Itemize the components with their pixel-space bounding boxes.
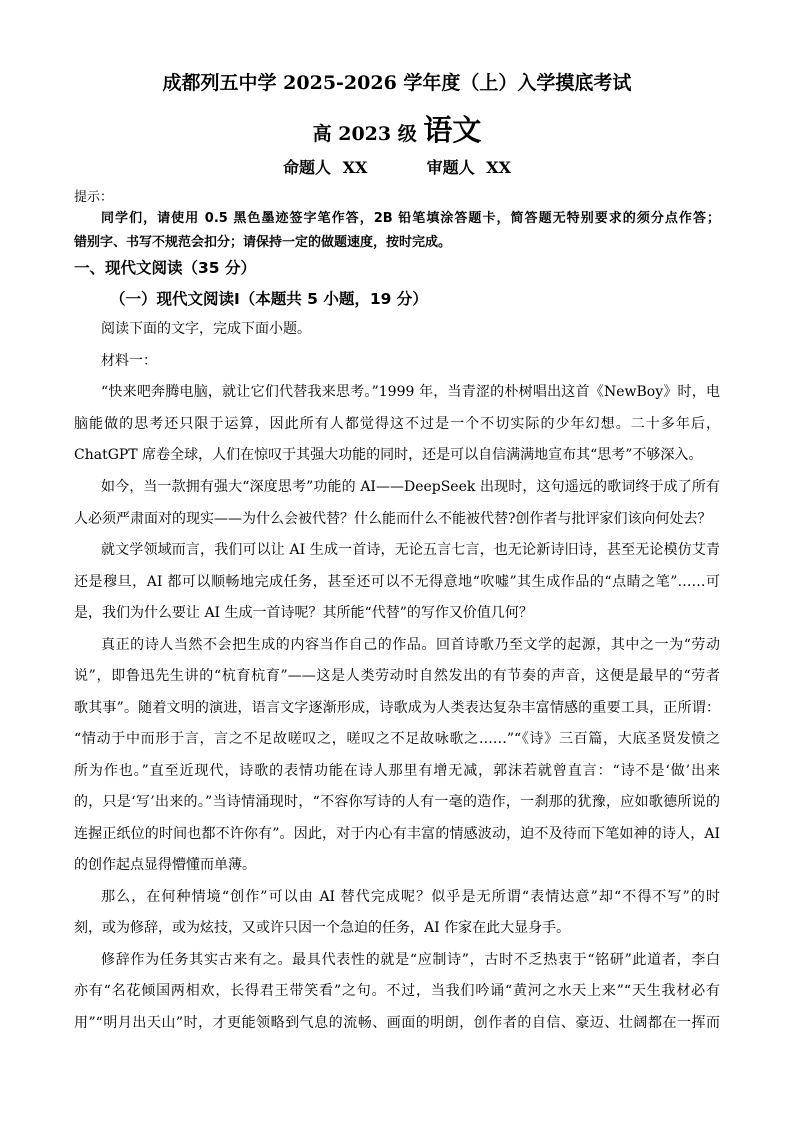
paragraph-line: 的创作起点显得懵懂而单薄。	[74, 857, 256, 873]
material-label: 材料一：	[101, 353, 157, 369]
exam-subtitle	[0, 108, 794, 149]
paragraph-line: “情动于中而形于言，言之不足故嗟叹之，嗟叹之不足故咏歌之……”“《诗》三百篇，大底圣贤发愤之	[74, 731, 720, 747]
paragraph-line: 刻，或为修辞，或为炫技，又或许只因一个急迫的任务，AI 作家在此大显身手。	[74, 920, 571, 936]
subject-label: 语文	[423, 113, 482, 147]
paragraph-line: 真正的诗人当然不会把生成的内容当作自己的作品。回首诗歌乃至文学的起源，其中之一为“劳动	[101, 637, 720, 653]
paragraph-line: 就文学领域而言，我们可以让 AI 生成一首诗，无论五言七言，也无论新诗旧诗，甚至无论模仿艾青	[101, 542, 720, 558]
paragraph-line: 那么，在何种情境“创作”可以由 AI 替代完成呢？似乎是无所谓“表情达意”却“不得不写”的时	[101, 889, 720, 905]
paragraph-line: 人必须严肃面对的现实——为什么会被代替？什么能而什么不能被代替?创作者与批评家们该向何处去？	[74, 511, 712, 527]
proposer-label: 命题人 XX	[283, 158, 368, 177]
paragraph-line: 还是穆旦，AI 都可以顺畅地完成任务，甚至还可以不无得意地“吹嘘”其生成作品的“点睛之笔”……可	[74, 574, 720, 590]
subsection-heading: （一）现代文阅读Ⅰ（本题共 5 小题，19 分）	[110, 290, 428, 308]
paragraph-line: 亦有“名花倾国两相欢，长得君王带笑看”之句。不过，当我们吟诵“黄河之水天上来”“天生我材必有	[74, 983, 720, 999]
reviewer-label: 审题人 XX	[426, 158, 511, 177]
paragraph-line: 所为作也。”直至近现代，诗歌的表情功能在诗人那里有增无减，郭沫若就曾直言：“诗不是‘做’出来	[74, 763, 720, 779]
paragraph-line: 脑能做的思考还只限于运算，因此所有人都觉得这不过是一个不切实际的少年幻想。二十多年后，	[74, 416, 720, 432]
tips-line: 错别字、书写不规范会扣分；请保持一定的做题速度，按时完成。	[74, 235, 452, 250]
paragraph-line: ChatGPT 席卷全球，人们在惊叹于其强大功能的同时，还是可以自信满满地宣布其“思考”不够深入。	[74, 447, 703, 463]
tips-line: 同学们，请使用 0.5 黑色墨迹签字笔作答，2B 铅笔填涂答题卡，简答题无特别要求的须分点作答；	[101, 211, 720, 226]
exam-title: 成都列五中学 2025-2026 学年度（上）入学摸底考试	[162, 72, 632, 94]
paragraph-line: 连握正纸位的时间也都不许你有”。因此，对于内心有丰富的情感波动，迫不及待而下笔如神的诗人，AI	[74, 826, 720, 842]
paragraph-line: 说”，即鲁迅先生讲的“杭育杭育”——这是人类劳动时自然发出的有节奏的声音，这便是最早的“劳者	[74, 668, 720, 684]
reading-instruction: 阅读下面的文字，完成下面小题。	[101, 321, 311, 337]
paragraph-line: 的，只是‘写’出来的。”当诗情涌现时，“不容你写诗的人有一毫的造作，一刹那的犹豫，应如歌德所说的	[74, 794, 720, 810]
paragraph-line: 是，我们为什么要让 AI 生成一首诗呢？其所能“代替”的写作又价值几何？	[74, 605, 533, 621]
paragraph-line: 如今，当一款拥有强大“深度思考”功能的 AI——DeepSeek 出现时，这句遥远的歌词终于成了所有	[101, 479, 720, 495]
exam-authors	[0, 155, 794, 178]
section-heading: 一、现代文阅读（35 分）	[74, 259, 256, 277]
paragraph-line: 修辞作为任务其实古来有之。最具代表性的就是“应制诗”，古时不乏热衷于“铭研”此道者，李白	[101, 952, 720, 968]
paragraph-line: 歌其事”。随着文明的演进，语言文字逐渐形成，诗歌成为人类表达复杂丰富情感的重要工具，正所谓：	[74, 700, 720, 716]
grade-label: 高 2023 级	[312, 123, 417, 145]
tips-label: 提示：	[74, 190, 114, 205]
paragraph-line: 用”“明月出天山”时，才更能领略到气息的流畅、画面的明朗，创作者的自信、豪迈、壮阔都在一挥而	[74, 1015, 720, 1031]
paragraph-line: “快来吧奔腾电脑，就让它们代替我来思考。”1999 年，当青涩的朴树唱出这首《NewBoy》时，电	[101, 384, 720, 400]
